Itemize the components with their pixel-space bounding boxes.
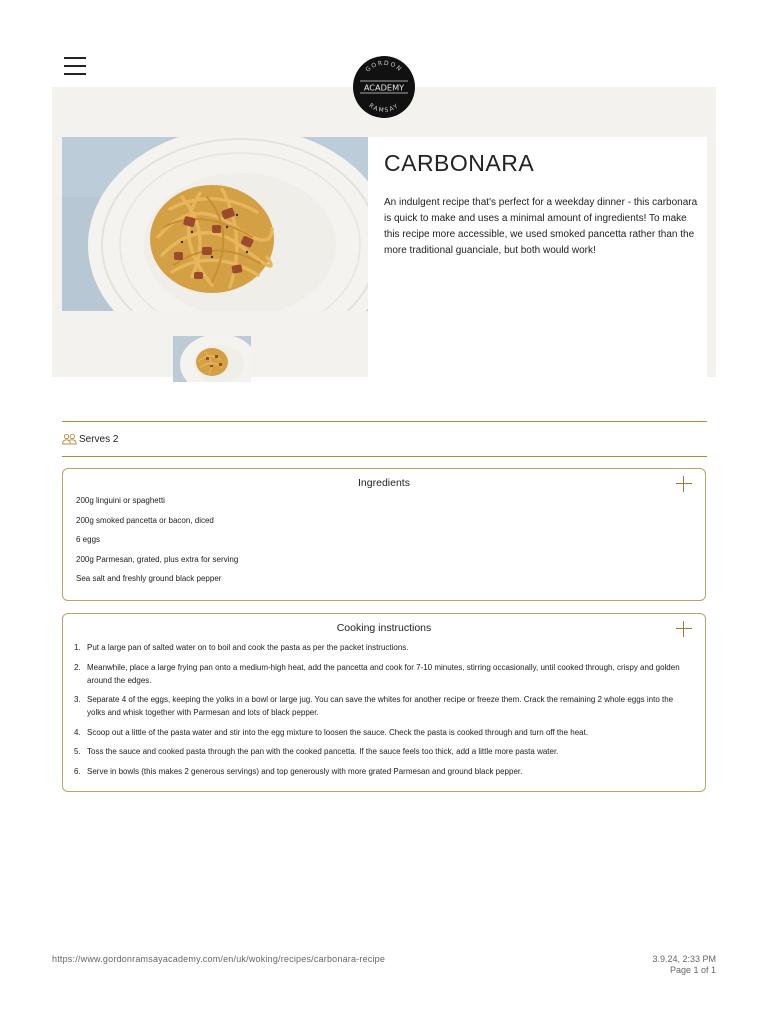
ingredients-card [62,468,706,601]
ingredients-list [76,496,238,594]
list-item: Serve in bowls (this makes 2 generous servings) and top generously with more grated Parmesan and ground black pepper. [87,766,523,776]
list-item: Put a large pan of salted water on to boil and cook the pasta as per the packet instructions. [87,643,409,652]
instructions-card [62,613,706,792]
divider-bottom [62,456,707,457]
recipe-description: An indulgent recipe that's perfect for a weekday dinner - this carbonara is quick to make and uses a minimal amount of ingredients! To make this recipe more accessible, we used smoked pancetta rather than the more traditional guanciale, but both would work! [384,197,698,256]
people-icon [62,433,77,445]
divider-top [62,421,707,422]
list-item: 200g linguini or spaghetti [76,496,165,505]
list-item: Separate 4 of the eggs, keeping the yolks in a bowl or large jug. You can save the whites for another recipe or freeze them. Crack the remaining 2 whole eggs into the yolks and whisk together with Parmesan and lots of black pepper. [87,695,674,717]
list-item: Meanwhile, place a large frying pan onto a medium-high heat, add the pancetta and cook for 7-10 minutes, stirring occasionally, until cooked through, crispy and golden around the edges. [87,662,680,685]
ingredients-title: Ingredients [358,477,410,489]
gordon-ramsay-academy-logo[interactable] [353,56,415,118]
list-item: Sea salt and freshly ground black pepper [76,574,222,584]
recipe-title: CARBONARA [384,150,535,176]
logo-academy-text: ACADEMY [363,82,405,93]
svg-text:RAMSAY: RAMSAY [367,102,401,115]
list-item: Toss the sauce and cooked pasta through the pan with the cooked pancetta. If the sauce feels too thick, add a little more pasta water. [87,747,559,756]
footer-url: https://www.gordonramsayacademy.com/en/uk/woking/recipes/carbonara-recipe [52,954,386,964]
carbonara-thumbnail[interactable] [173,336,251,382]
expand-instructions-plus-icon[interactable] [676,621,692,637]
list-item: 6 eggs [76,535,101,545]
instructions-title: Cooking instructions [336,622,432,634]
logo-icon [353,56,415,118]
footer-page-number: Page 1 of 1 [669,965,716,975]
svg-text:GORDON: GORDON [364,59,404,74]
list-item: 200g smoked pancetta or bacon, diced [76,515,214,525]
serves-info [62,432,118,446]
footer-datetime: 3.9.24, 2:33 PM [652,954,716,964]
instructions-list [87,641,692,784]
expand-ingredients-plus-icon[interactable] [676,476,692,492]
serves-label: Serves 2 [79,433,119,445]
list-item: 200g Parmesan, grated, plus extra for serving [76,554,239,564]
hamburger-menu-icon[interactable] [64,57,86,77]
carbonara-main-image [62,137,368,311]
list-item: Scoop out a little of the pasta water and stir into the egg mixture to loosen the sauce. Check the pasta is cooked through and turn off the heat. [87,727,589,737]
footer-meta [652,954,716,976]
